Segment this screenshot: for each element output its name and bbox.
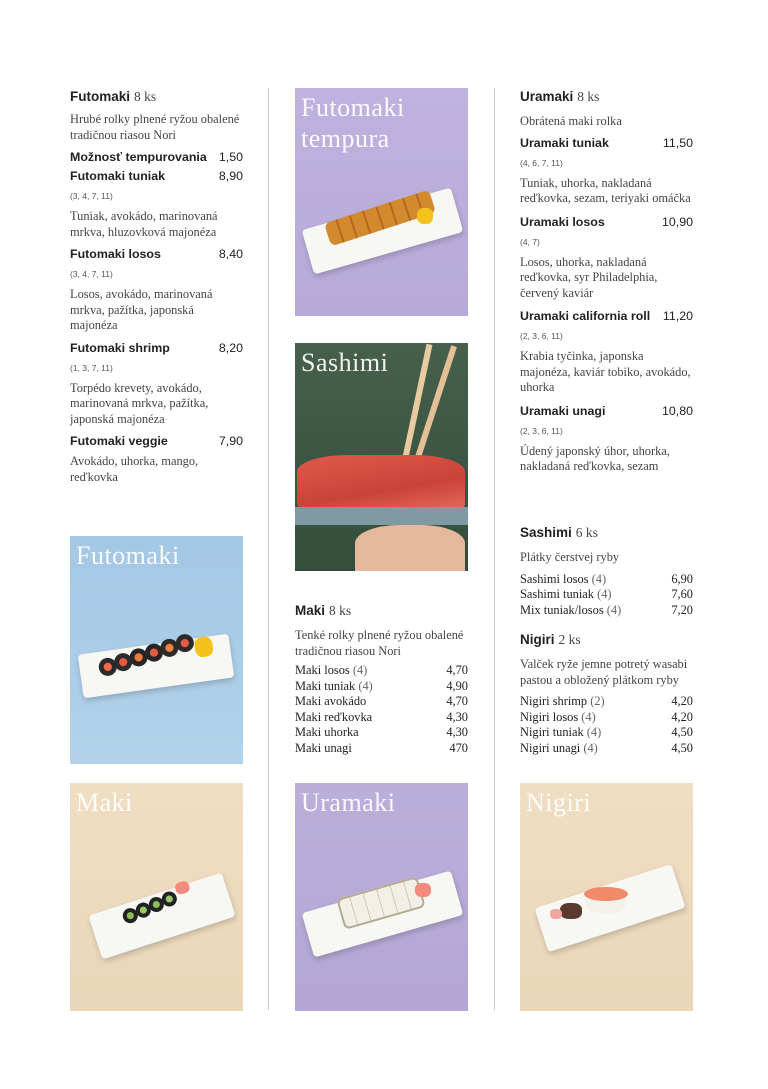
uramaki-photo <box>295 783 468 1011</box>
price: 10,90 <box>661 214 693 229</box>
nigiri-section <box>520 631 693 756</box>
price: 7,90 <box>218 434 243 448</box>
menu-item <box>70 247 243 334</box>
section-title: Nigiri <box>520 632 555 647</box>
futomaki-tempura-photo <box>295 88 468 316</box>
section-title: Sashimi <box>520 525 572 540</box>
uramaki-section <box>520 88 693 475</box>
section-heading <box>295 602 468 620</box>
list-item: Maki uhorka 4,30 <box>295 725 468 739</box>
price: 4,50 <box>671 740 693 755</box>
price: 11,20 <box>662 309 693 323</box>
section-heading <box>70 88 243 106</box>
price: 8,20 <box>218 340 243 355</box>
list-item: Maki avokádo 4,70 <box>295 694 468 708</box>
item-description: Losos, uhorka, nakladaná reďkovka, syr Philadelphia, červený kaviár <box>520 254 658 300</box>
sashimi-section <box>520 524 693 618</box>
list-item: Sashimi tuniak (4) 7,60 <box>520 587 693 601</box>
section-heading <box>520 524 693 542</box>
photo-label: Futomaki <box>76 541 180 570</box>
item-name: Futomaki losos <box>70 247 161 261</box>
item-name: Uramaki unagi <box>520 403 606 418</box>
menu-item <box>520 309 693 396</box>
plate-image <box>295 507 468 525</box>
item-name: Futomaki veggie <box>70 434 168 448</box>
price-list <box>295 663 468 756</box>
section-count: 8 ks <box>134 89 157 104</box>
price-list <box>520 572 693 619</box>
price: 4,20 <box>671 709 693 724</box>
price: 470 <box>449 740 468 755</box>
section-heading <box>520 631 693 649</box>
price: 7,60 <box>671 587 693 601</box>
photo-label: Nigiri <box>526 788 592 817</box>
item-description: Torpédo krevety, avokádo, marinovaná mrkva, pažítka, japonská majonéza <box>70 380 209 426</box>
section-count: 8 ks <box>329 603 352 618</box>
list-item: Nigiri shrimp (2) 4,20 <box>520 694 693 708</box>
section-description: Obrátená maki rolka <box>520 114 622 128</box>
price: 4,70 <box>446 663 468 677</box>
price-list <box>520 694 693 756</box>
allergens: (2, 3, 6, 11) <box>520 425 563 436</box>
allergens: (3, 4, 7, 11) <box>70 191 113 201</box>
nigiri-photo <box>520 783 693 1011</box>
menu-item <box>520 136 693 207</box>
item-description: Krabia tyčinka, japonska majonéza, kaviár tobiko, avokádo, uhorka <box>520 349 691 394</box>
list-item: Maki unagi 470 <box>295 740 468 755</box>
section-title: Futomaki <box>70 89 131 104</box>
allergens: (2, 3, 6, 11) <box>520 331 563 341</box>
item-description: Avokádo, uhorka, mango, reďkovka <box>70 454 199 484</box>
photo-label: Sashimi <box>301 348 389 377</box>
item-description: Údený japonský úhor, uhorka, nakladaná reďkovka, sezam <box>520 443 670 473</box>
price: 4,50 <box>671 725 693 739</box>
price: 8,40 <box>218 247 243 261</box>
price: 4,70 <box>446 694 468 708</box>
list-item: Maki tuniak (4) 4,90 <box>295 678 468 693</box>
price: 1,50 <box>218 150 243 164</box>
photo-label: Futomaki tempura <box>301 93 405 153</box>
futomaki-photo <box>70 536 243 764</box>
item-name: Uramaki losos <box>520 214 605 229</box>
allergens: (4, 6, 7, 11) <box>520 157 563 168</box>
item-description: Tuniak, uhorka, nakladaná reďkovka, sezam, teriyaki omáčka <box>520 175 691 205</box>
menu-item <box>70 341 243 428</box>
section-description: Plátky čerstvej ryby <box>520 550 620 564</box>
photo-label: Uramaki <box>301 788 396 817</box>
price: 4,20 <box>671 694 693 708</box>
list-item: Nigiri losos (4) 4,20 <box>520 709 693 724</box>
section-description: Valček ryže jemne potretý wasabi pastou a obložený plátkom ryby <box>520 657 688 687</box>
allergens: (4, 7) <box>520 236 540 247</box>
price: 10,80 <box>661 403 693 418</box>
price: 6,90 <box>671 571 693 586</box>
section-title: Maki <box>295 603 326 618</box>
section-count: 2 ks <box>558 632 581 647</box>
price: 11,50 <box>662 135 693 150</box>
price: 7,20 <box>671 602 693 617</box>
futomaki-section <box>70 88 243 485</box>
item-name: Uramaki tuniak <box>520 135 609 150</box>
price: 4,30 <box>446 709 468 724</box>
maki-section <box>295 602 468 756</box>
column-divider-left <box>268 88 269 1010</box>
menu-item <box>70 169 243 240</box>
price: 4,30 <box>446 725 468 739</box>
list-item: Mix tuniak/losos (4) 7,20 <box>520 602 693 617</box>
section-description: Hrubé rolky plnené ryžou obalené tradičnou riasou Nori <box>70 112 240 142</box>
sashimi-slices-image <box>297 455 465 511</box>
hand-image <box>355 525 465 571</box>
menu-item <box>520 215 693 302</box>
photo-label: Maki <box>76 788 133 817</box>
menu-item <box>520 404 693 475</box>
price: 8,90 <box>218 169 243 183</box>
item-description: Tuniak, avokádo, marinovaná mrkva, hluzovková majonéza <box>70 209 218 239</box>
column-divider-right <box>494 88 495 1010</box>
maki-photo <box>70 783 243 1011</box>
section-count: 8 ks <box>577 89 600 104</box>
item-name: Uramaki california roll <box>520 309 651 323</box>
list-item: Nigiri unagi (4) 4,50 <box>520 740 693 755</box>
section-description: Tenké rolky plnené ryžou obalené tradičnou riasou Nori <box>295 628 464 658</box>
price: 4,90 <box>446 678 468 693</box>
allergens: (1, 3, 7, 11) <box>70 362 113 373</box>
list-item: Nigiri tuniak (4) 4,50 <box>520 725 693 739</box>
item-description: Losos, avokádo, marinovaná mrkva, pažítka, japonská majonéza <box>70 287 213 332</box>
menu-item <box>70 434 243 485</box>
sashimi-photo <box>295 343 468 571</box>
section-heading <box>520 88 693 106</box>
item-name: Futomaki shrimp <box>70 340 170 355</box>
list-item: Maki reďkovka 4,30 <box>295 709 468 724</box>
list-item: Sashimi losos (4) 6,90 <box>520 571 693 586</box>
section-title: Uramaki <box>520 89 574 104</box>
item-name: Futomaki tuniak <box>70 169 166 183</box>
list-item: Maki losos (4) 4,70 <box>295 663 468 677</box>
allergens: (3, 4, 7, 11) <box>70 269 113 279</box>
section-count: 6 ks <box>575 525 598 540</box>
tempura-option: Možnosť tempurovania 1,50 <box>70 150 243 164</box>
